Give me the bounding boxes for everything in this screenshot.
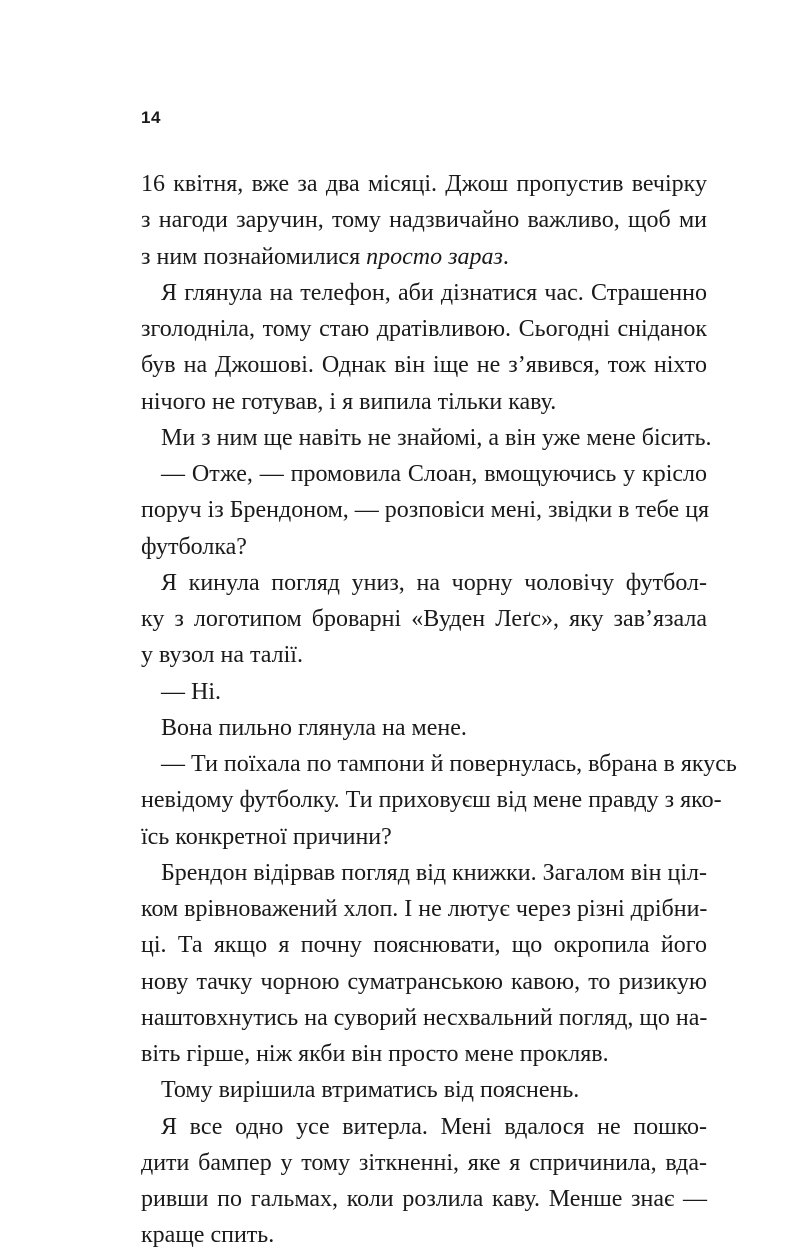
text-line-content: невідому футболку. Ти приховуєш від мене правду з яко- bbox=[141, 787, 722, 814]
text-line-content: дити бампер у тому зіткненні, яке я спричинила, вда- bbox=[141, 1149, 707, 1176]
text-line-content: Я глянула на телефон, аби дізнатися час. Страшенно bbox=[161, 279, 707, 306]
text-line-emphasis: просто зараз bbox=[366, 243, 503, 270]
text-line bbox=[141, 1181, 707, 1217]
text-line bbox=[141, 927, 707, 963]
text-line bbox=[141, 819, 707, 855]
text-line bbox=[141, 347, 707, 383]
text-line-content: з ним познайомилися bbox=[141, 243, 367, 270]
text-line-content: Брендон відірвав погляд від книжки. Загалом він ціл- bbox=[161, 859, 707, 886]
text-line-content: Тому вирішила втриматись від пояснень. bbox=[161, 1077, 580, 1104]
text-line-content: ці. Та якщо я почну пояснювати, що окропила його bbox=[141, 932, 707, 959]
text-line bbox=[141, 1000, 707, 1036]
text-line-content: у вузол на талії. bbox=[141, 642, 303, 669]
text-line-content: футболка? bbox=[141, 533, 247, 560]
body-text bbox=[141, 166, 737, 1254]
text-line bbox=[141, 492, 710, 528]
text-line-content: ку з логотипом броварні «Вуден Леґс», яку зав’язала bbox=[141, 606, 707, 632]
text-line-content: Ми з ним ще навіть не знайомі, а він уже мене бісить. bbox=[161, 424, 712, 451]
text-line bbox=[141, 202, 707, 238]
text-line-content: був на Джошові. Однак він іще не з’явився, тож ніхто bbox=[141, 352, 707, 379]
text-line bbox=[141, 601, 707, 637]
text-line bbox=[141, 529, 707, 565]
text-line-content: ком врівноважений хлоп. І не лютує через різні дрібни- bbox=[141, 896, 708, 922]
text-line-content: Я кинула погляд униз, на чорну чоловічу футбол- bbox=[161, 569, 707, 596]
text-line bbox=[141, 456, 707, 492]
text-line-content: їсь конкретної причини? bbox=[141, 823, 392, 850]
text-line-content: віть гірше, ніж якби він просто мене прокляв. bbox=[141, 1041, 609, 1067]
text-line bbox=[141, 1217, 707, 1253]
text-line-content: з нагоди заручин, тому надзвичайно важливо, щоб ми bbox=[141, 207, 707, 234]
text-line bbox=[141, 1036, 707, 1072]
text-line bbox=[141, 746, 737, 782]
text-line bbox=[141, 1072, 707, 1108]
text-line-content: наштовхнутись на суворий несхвальний погляд, що на- bbox=[141, 1004, 708, 1031]
text-line bbox=[141, 855, 707, 891]
text-line bbox=[141, 275, 707, 311]
text-line bbox=[141, 420, 712, 456]
text-line bbox=[141, 166, 707, 202]
text-line bbox=[141, 891, 707, 927]
text-line bbox=[141, 782, 722, 818]
text-line-content: Вона пильно глянула на мене. bbox=[161, 714, 467, 741]
text-line-content: поруч із Брендоном, — розповіси мені, звідки в тебе ця bbox=[141, 497, 710, 524]
text-line-content: ривши по гальмах, коли розлила каву. Менше знає — bbox=[141, 1186, 707, 1212]
text-line bbox=[141, 710, 707, 746]
text-line-content: — Ти поїхала по тампони й повернулась, вбрана в якусь bbox=[161, 751, 737, 777]
text-line-content: — Отже, — промовила Слоан, вмощуючись у крісло bbox=[161, 461, 707, 487]
text-line-content: Я все одно усе витерла. Мені вдалося не пошко- bbox=[161, 1113, 707, 1140]
text-line-content: нічого не готував, і я випила тільки каву. bbox=[141, 388, 557, 415]
text-line-content: нову тачку чорною суматранською кавою, то ризикую bbox=[141, 968, 707, 995]
text-line bbox=[141, 311, 707, 347]
text-line bbox=[141, 1109, 707, 1145]
text-line-content: зголодніла, тому стаю дратівливою. Сьогодні сніданок bbox=[141, 316, 707, 342]
text-line bbox=[141, 964, 707, 1000]
text-line-content: — Ні. bbox=[161, 678, 221, 705]
text-line bbox=[141, 239, 707, 275]
text-line-content: краще спить. bbox=[141, 1222, 275, 1249]
text-line bbox=[141, 674, 707, 710]
text-line bbox=[141, 565, 707, 601]
text-line-content: 16 квітня, вже за два місяці. Джош пропустив вечірку bbox=[141, 171, 707, 197]
text-line bbox=[141, 384, 707, 420]
text-line bbox=[141, 1145, 707, 1181]
text-line-tail: . bbox=[502, 243, 509, 270]
page-number: 14 bbox=[141, 108, 161, 127]
text-line bbox=[141, 637, 707, 673]
